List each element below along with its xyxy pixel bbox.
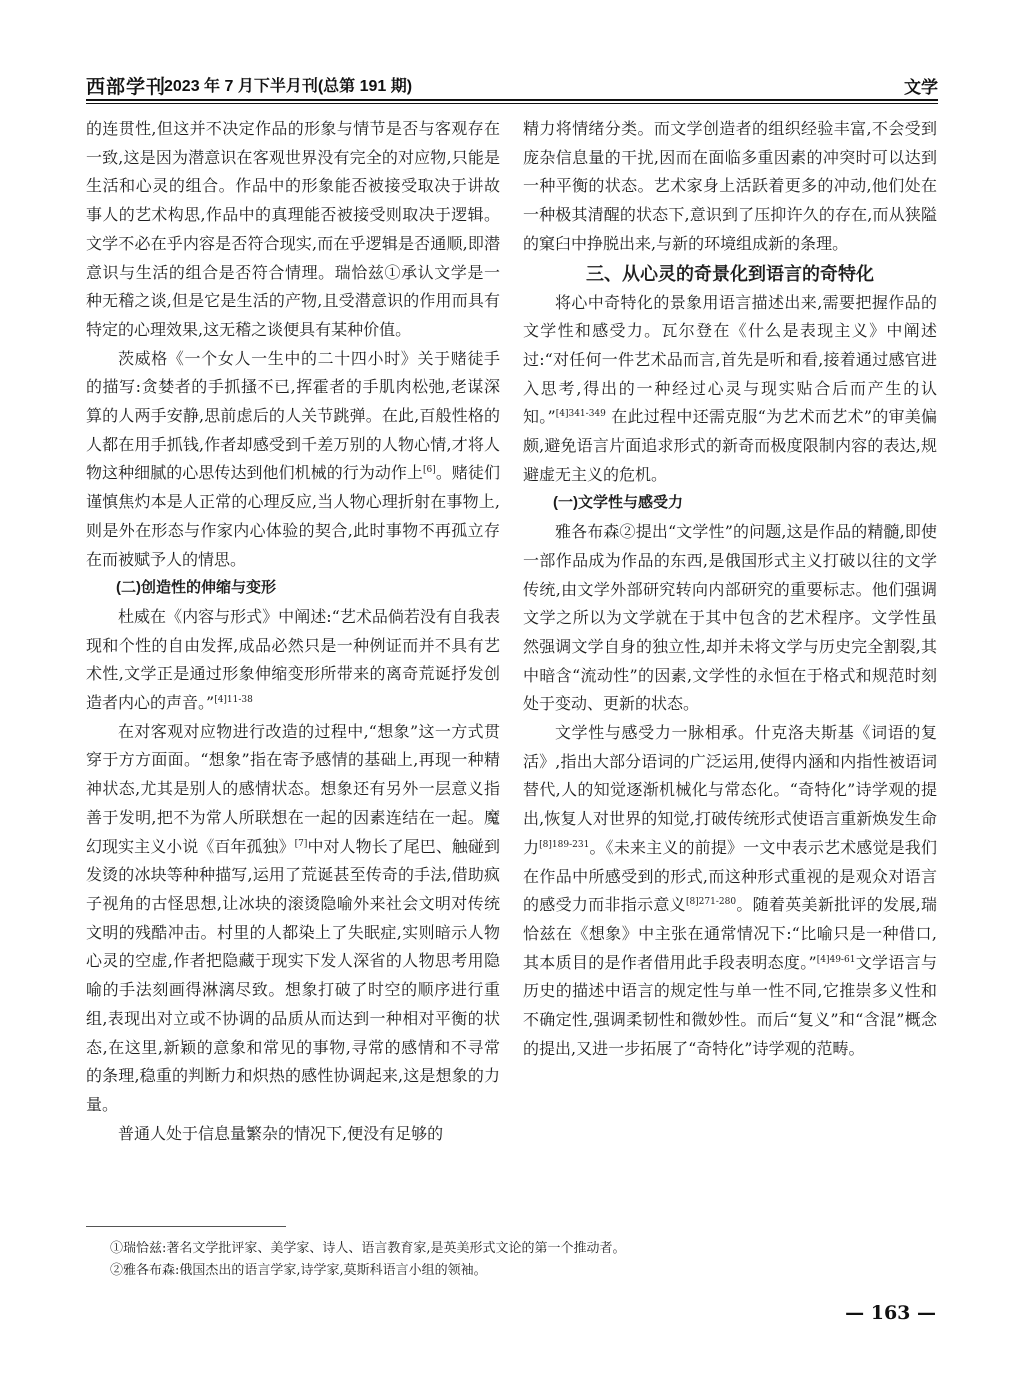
citation: [8]271-280: [685, 897, 737, 908]
section-label: 文学: [904, 78, 938, 97]
citation: [4]11-38: [214, 695, 253, 706]
footnotes: [110, 1238, 626, 1282]
footnote: ①瑞恰兹:著名文学批评家、美学家、诗人、语言教育家,是英美形式文论的第一个推动者。: [110, 1241, 626, 1256]
citation: [6]: [423, 465, 436, 476]
paragraph: 将心中奇特化的景象用语言描述出来,需要把握作品的文学性和感受力。瓦尔登在《什么是表现主义》中阐述过:“对任何一件艺术品而言,首先是听和看,接着通过感官进入思考,得出的一种经过心灵与现实贴合后而产生的认知。”$^{[4]341-349}$ 在此过程中还需克服“为艺术而艺术”的审美偏颇,避免语言片面追求形式的新奇而极度限制内容的表达,规避虚无主义的危机。: [523, 292, 938, 484]
subheading: (二)创造性的伸缩与变形: [116, 579, 276, 597]
paragraph: 的连贯性,但这并不决定作品的形象与情节是否与客观存在一致,这是因为潜意识在客观世界没有完全的对应物,只能是生活和心灵的组合。作品中的形象能否被接受取决于讲故事人的艺术构思,作品中的真理能否被接受则取决于逻辑。文学不必在乎内容是否符合现实,而在乎逻辑是否通顺,即潜意识与生活的组合是否符合情理。瑞恰兹①承认文学是一种无稽之谈,但是它是生活的产物,且受潜意识的作用而具有特定的心理效果,这无稽之谈便具有某种价值。: [86, 119, 500, 339]
footnote: ②雅各布森:俄国杰出的语言学家,诗学家,莫斯科语言小组的领袖。: [110, 1263, 487, 1278]
subheading: (一)文学性与感受力: [553, 494, 683, 512]
right-column: [523, 115, 937, 1064]
paragraph: 茨威格《一个女人一生中的二十四小时》关于赌徒手的描写:贪婪者的手抓搔不已,挥霍者的手肌肉松弛,老谋深算的人两手安静,思前虑后的人关节跳弹。在此,百般性格的人都在用手抓钱,作者却感受到千差万别的人物心情,才将人物这种细腻的心思传达到他们机械的行为动作上[6]。赌徒们谨慎焦灼本是人正常的心理反应,当人物心理折射在事物上,则是外在形态与作家内心体验的契合,此时事物不再孤立存在而被赋予人的情思。: [86, 348, 500, 569]
left-column: [86, 115, 500, 1148]
paragraph: 普通人处于信息量繁杂的情况下,便没有足够的: [118, 1123, 444, 1143]
citation: [4]341-349: [555, 409, 606, 420]
issue-info: 2023 年 7 月下半月刊(总第 191 期): [164, 78, 413, 95]
paragraph: 雅各布森②提出“文学性”的问题,这是作品的精髓,即使一部作品成为作品的东西,是俄国形式主义打破以往的文学传统,由文学外部研究转向内部研究的重要标志。他们强调文学之所以为文学就在于其中包含的艺术程序。文学性虽然强调文学自身的独立性,却并未将文学与历史完全割裂,其中暗含“流动性”的因素,文学性的永恒在于格式和规范时刻处于变动、更新的状态。: [523, 522, 937, 714]
paragraph: 精力将情绪分类。而文学创造者的组织经验丰富,不会受到庞杂信息量的干扰,因而在面临多重因素的冲突时可以达到一种平衡的状态。艺术家身上活跃着更多的冲动,他们处在一种极其清醒的状态下,意识到了压抑许久的存在,而从狭隘的窠臼中挣脱出来,与新的环境组成新的条理。: [523, 119, 937, 253]
paragraph: 杜威在《内容与形式》中阐述:“艺术品倘若没有自我表现和个性的自由发挥,成品必然只是一种例证而并不具有艺术性,文学正是通过形象伸缩变形所带来的离奇荒诞抒发创造者内心的声音。”$^{[4]11-38}$: [86, 606, 500, 713]
citation: [7]: [294, 838, 308, 849]
page-number: — 163 —: [845, 1302, 936, 1324]
citation: [8]189-231: [539, 839, 590, 850]
page-header: [86, 70, 938, 100]
journal-logo: 西部学刊: [86, 76, 167, 98]
paragraph: 在对客观对应物进行改造的过程中,“想象”这一方式贯穿于方方面面。“想象”指在寄予感情的基础上,再现一种精神状态,尤其是别人的感情状态。想象还有另外一层意义指善于发明,把不为常人所联想在一起的因素连结在一起。魔幻现实主义小说《百年孤独》[7]中对人物长了尾巴、触碰到发烫的冰块等种种描写,运用了荒诞甚至传奇的手法,借助疯子视角的古怪思想,让冰块的滚烫隐喻外来社会文明对传统文明的残酷冲击。村里的人都染上了失眠症,实则暗示人物心灵的空虚,作者把隐藏于现实下发人深省的人物思考用隐喻的手法刻画得淋漓尽致。想象打破了时空的顺序进行重组,表现出对立或不协调的品质从而达到一种相对平衡的状态,在这里,新颖的意象和常见的事物,寻常的感情和不寻常的条理,稳重的判断力和炽热的感性协调起来,这是想象的力量。: [86, 721, 500, 1114]
paragraph: 文学性与感受力一脉相承。什克洛夫斯基《词语的复活》,指出大部分语词的广泛运用,使得内涵和内指性被语词替代,人的知觉逐渐机械化与常态化。“奇特化”诗学观的提出,恢复人对世界的知觉,打破传统形式使语言重新焕发生命力$^{[8]189-231}$。《未来主义的前提》一文中表示艺术感觉是我们在作品中所感受到的形式,而这种形式重视的是观众对语言的感受力而非指示意义$^{[8]271-280}$。随着英美新批评的发展,瑞恰兹在《想象》中主张在通常情况下:“比喻只是一种借口,其本质目的是作者借用此手段表明态度。”$^{[4]49-61}$文学语言与历史的描述中语言的规定性与单一性不同,它推崇多义性和不确定性,强调柔韧性和微妙性。而后“复义”和“含混”概念的提出,又进一步拓展了“奇特化”诗学观的范畴。: [523, 723, 937, 1058]
footnote-rule: [86, 1226, 286, 1227]
citation: [4]49-61: [816, 954, 856, 965]
header-rule-thick: [86, 99, 938, 101]
header-rule-thin: [86, 103, 938, 104]
section-heading: 三、从心灵的奇景化到语言的奇特化: [586, 263, 874, 284]
